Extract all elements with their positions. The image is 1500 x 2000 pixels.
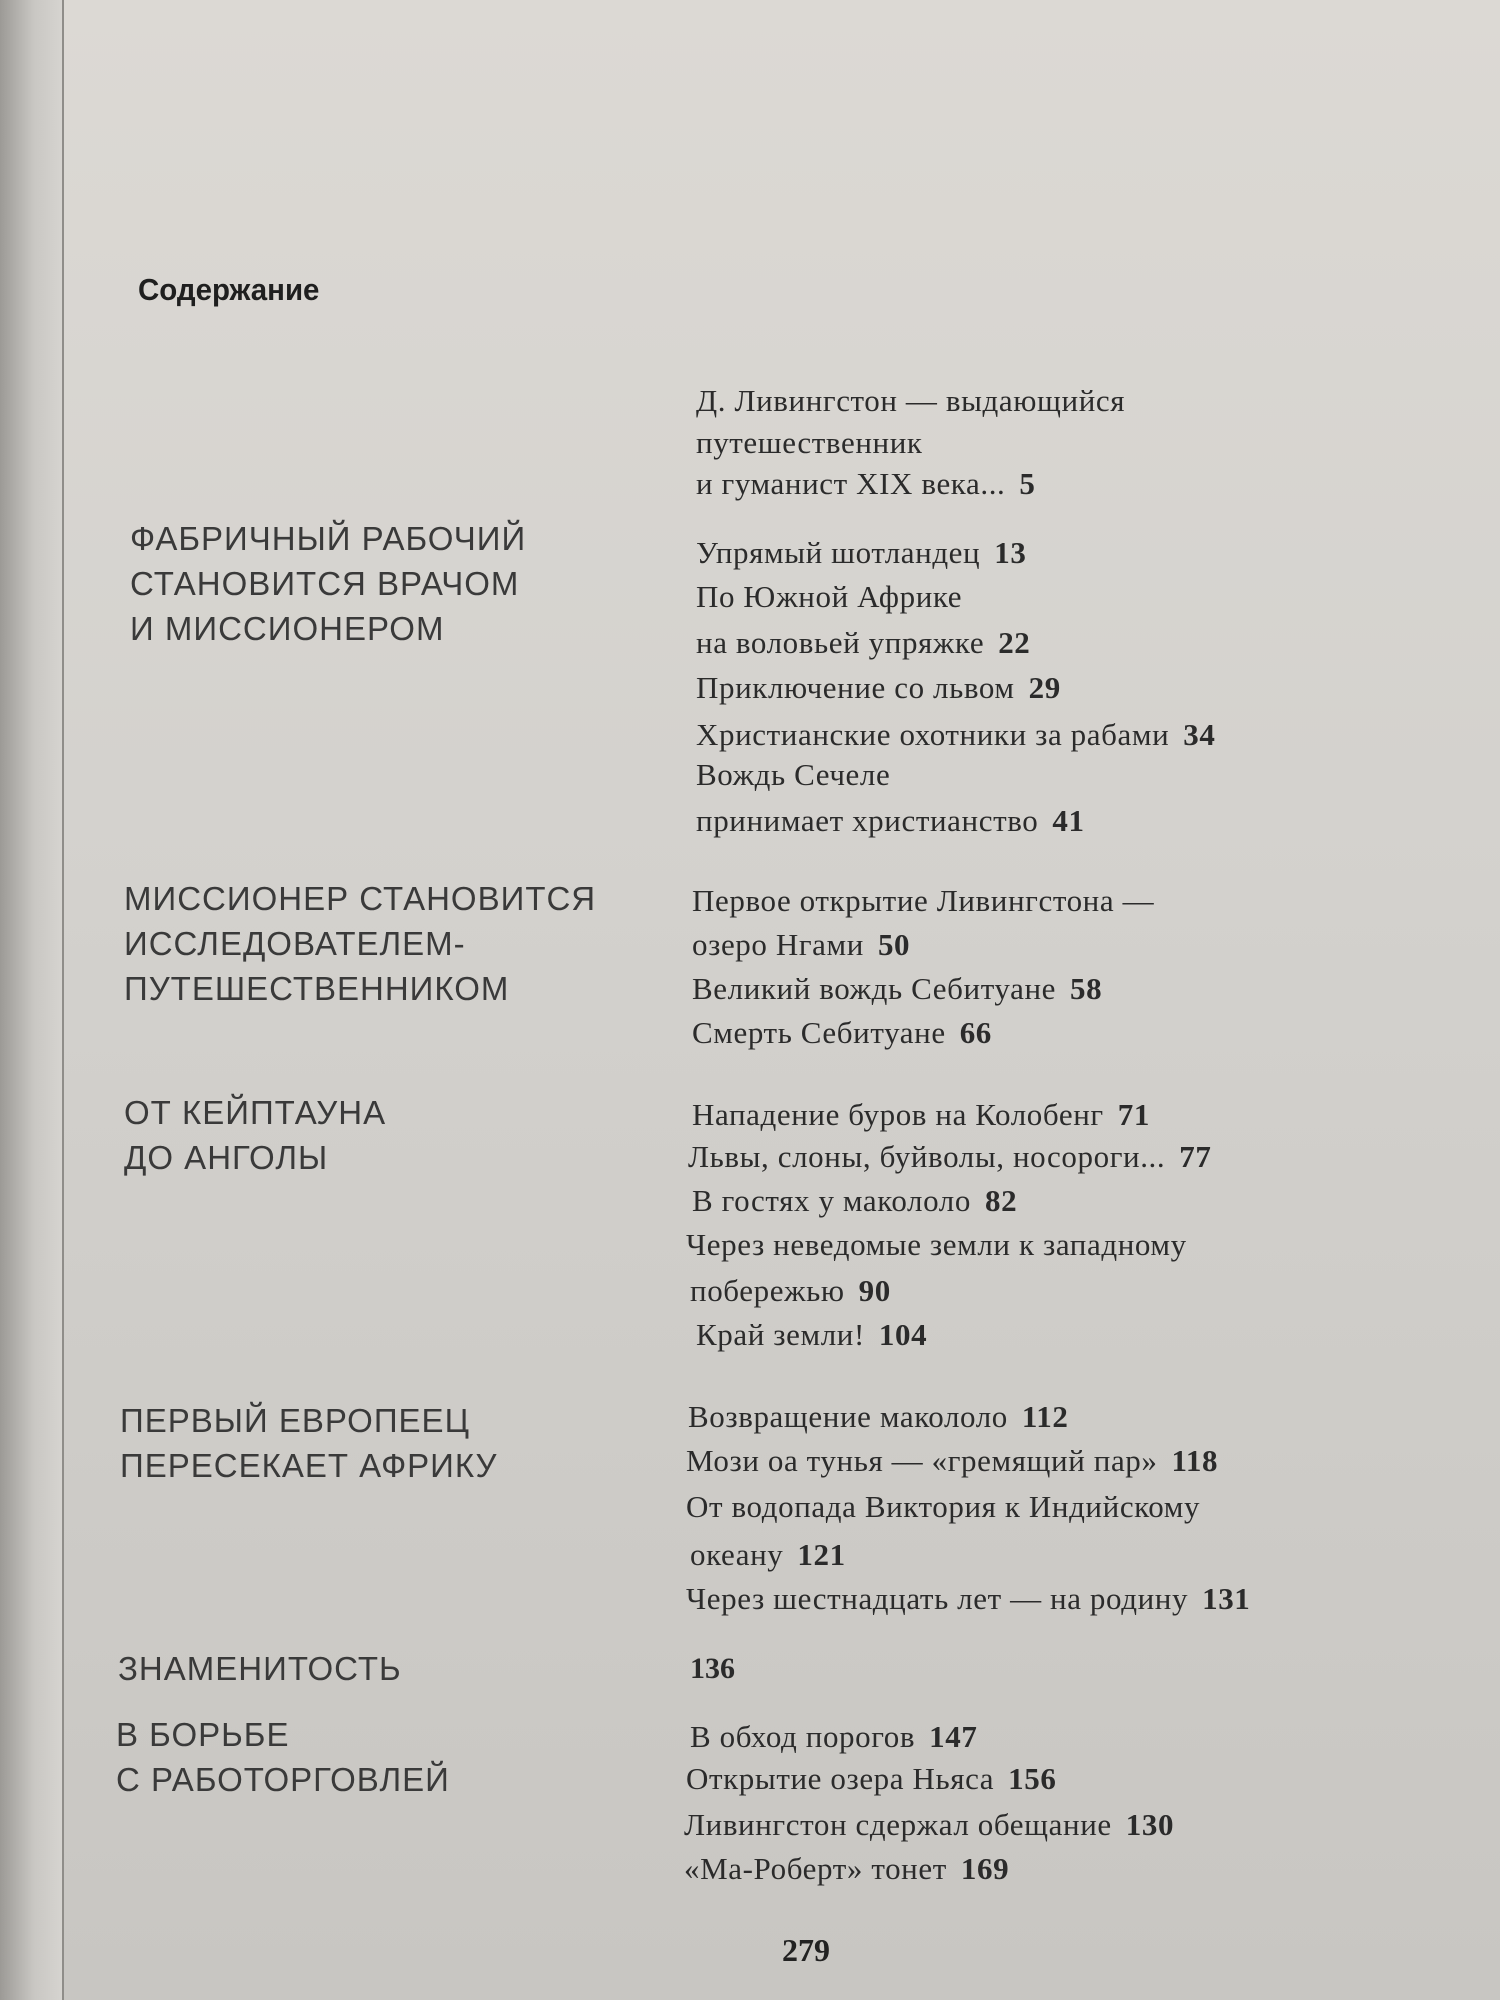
page-ref: 131 (1202, 1581, 1251, 1616)
page-ref: 71 (1117, 1097, 1150, 1132)
toc-entry (690, 1270, 891, 1312)
section-title-line: ДО АНГОЛЫ (124, 1139, 329, 1176)
entry-title: принимает христианство (696, 803, 1039, 838)
section-title-line: И МИССИОНЕРОМ (130, 610, 445, 647)
intro-line: и гуманист XIX века... (696, 466, 1006, 501)
entry-title: В гостях у макололо (692, 1183, 971, 1218)
section-title (124, 876, 684, 1011)
page-number: 279 (782, 1932, 830, 1968)
toc-entry (688, 1136, 1211, 1178)
toc-entry (684, 1848, 1009, 1890)
page-ref: 136 (690, 1652, 735, 1685)
toc-entry (692, 1094, 1150, 1136)
section-title-line: ИССЛЕДОВАТЕЛЕМ- (124, 925, 466, 962)
page-ref: 13 (994, 535, 1027, 570)
entry-title: на воловьей упряжке (696, 625, 985, 660)
page-ref: 41 (1052, 803, 1085, 838)
section-title-line: ЗНАМЕНИТОСТЬ (118, 1650, 402, 1687)
entry-title: Открытие озера Ньяса (686, 1761, 995, 1796)
toc-entry (696, 714, 1215, 756)
toc-entry (692, 1012, 992, 1054)
section-title-line: МИССИОНЕР СТАНОВИТСЯ (124, 880, 597, 917)
page-ref: 77 (1179, 1139, 1212, 1174)
entry-title: Вождь Сечеле (696, 757, 891, 792)
entry-title: По Южной Африке (696, 579, 963, 614)
toc-entry (686, 1224, 1187, 1266)
section-title-line: С РАБОТОРГОВЛЕЙ (116, 1761, 450, 1798)
toc-entry (696, 800, 1085, 842)
page-ref: 147 (929, 1719, 978, 1754)
entry-title: Смерть Себитуане (692, 1015, 946, 1050)
page-ref: 169 (960, 1851, 1010, 1886)
toc-entry (696, 622, 1030, 664)
entry-title: озеро Нгами (692, 927, 864, 962)
toc-entry (686, 1440, 1218, 1482)
section-title (130, 516, 690, 651)
entry-title: Львы, слоны, буйволы, носороги... (688, 1139, 1166, 1174)
page-ref: 90 (858, 1273, 891, 1308)
page-ref: 130 (1125, 1807, 1175, 1842)
section-title (120, 1398, 680, 1488)
entry-title: Мози оа тунья — «гремящий пар» (686, 1443, 1158, 1478)
section-title (118, 1646, 678, 1691)
page-ref: 82 (984, 1183, 1018, 1218)
section-title-line: ПЕРЕСЕКАЕТ АФРИКУ (120, 1447, 498, 1484)
toc-entry (686, 1578, 1250, 1620)
section-title-line: В БОРЬБЕ (116, 1716, 290, 1753)
section-title-line: ОТ КЕЙПТАУНА (124, 1094, 387, 1131)
page-ref: 58 (1070, 971, 1103, 1006)
page-ref: 112 (1021, 1399, 1069, 1434)
entry-title: океану (690, 1537, 784, 1572)
entry-title: Через шестнадцать лет — на родину (686, 1581, 1189, 1616)
entry-title: Приключение со львом (696, 670, 1015, 705)
page-ref: 29 (1028, 670, 1061, 705)
entry-title: Нападение буров на Колобенг (692, 1097, 1104, 1132)
toc-entry (686, 1758, 1056, 1800)
toc-entry (696, 532, 1026, 574)
entry-title: Упрямый шотландец (696, 535, 981, 570)
entry-title: Великий вождь Себитуане (692, 971, 1057, 1006)
page-ref: 22 (998, 625, 1031, 660)
page-ref: 5 (1019, 466, 1036, 501)
toc-entry (690, 1716, 977, 1758)
page-ref: 118 (1171, 1443, 1219, 1478)
page-ref: 104 (878, 1317, 928, 1352)
entry-title: В обход порогов (690, 1719, 916, 1754)
toc-entry (688, 1396, 1069, 1438)
toc-entry (686, 1486, 1200, 1528)
section-title-line: ФАБРИЧНЫЙ РАБОЧИЙ (130, 520, 527, 557)
page-ref: 66 (959, 1015, 992, 1050)
section-title-line: ПЕРВЫЙ ЕВРОПЕЕЦ (120, 1402, 470, 1439)
toc-entry (690, 1534, 846, 1576)
page-ref: 121 (797, 1537, 846, 1572)
intro-line: путешественник (696, 425, 923, 460)
entry-title: Через неведомые земли к западному (686, 1227, 1187, 1262)
entry-title: От водопада Виктория к Индийскому (686, 1489, 1201, 1524)
entry-title: Христианские охотники за рабами (696, 717, 1170, 752)
toc-entry (692, 880, 1154, 922)
contents-heading: Содержание (138, 272, 320, 307)
page-ref: 156 (1008, 1761, 1057, 1796)
section-title-line: СТАНОВИТСЯ ВРАЧОМ (130, 565, 520, 602)
page-ref: 50 (877, 927, 911, 962)
entry-title: побережью (690, 1273, 845, 1308)
toc-entry (696, 667, 1061, 709)
section-title-line: ПУТЕШЕСТВЕННИКОМ (124, 970, 510, 1007)
toc-entry (696, 576, 962, 618)
entry-title: Возвращение макололо (688, 1399, 1008, 1434)
entry-title: Ливингстон сдержал обещание (684, 1807, 1112, 1842)
toc-entry (696, 754, 890, 796)
facing-page-edge (0, 0, 64, 2000)
toc-entry (692, 924, 910, 966)
entry-title: Край земли! (696, 1317, 865, 1352)
section-title (116, 1712, 676, 1802)
toc-entry (692, 968, 1102, 1010)
entry-title: «Ма-Роберт» тонет (684, 1851, 947, 1886)
intro-entry (696, 463, 1036, 505)
intro-line: Д. Ливингстон — выдающийся (696, 383, 1126, 418)
toc-entry (684, 1804, 1174, 1846)
entry-title: Первое открытие Ливингстона — (692, 883, 1155, 918)
section-title (124, 1090, 684, 1180)
toc-entry (692, 1180, 1017, 1222)
page-ref: 34 (1183, 717, 1216, 752)
toc-entry (696, 1314, 927, 1356)
